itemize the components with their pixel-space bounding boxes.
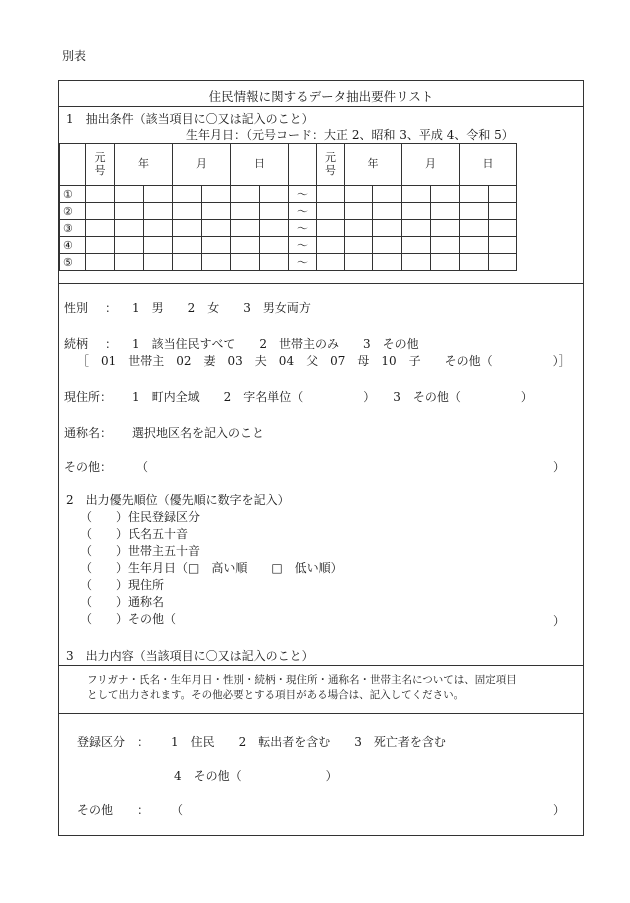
gender-label: 性別 — [64, 301, 89, 315]
date-cell[interactable] — [86, 220, 115, 237]
other-close-paren: ） — [553, 460, 566, 474]
date-cell[interactable] — [373, 237, 402, 254]
table-header-row — [60, 144, 517, 186]
date-cell[interactable] — [260, 220, 289, 237]
date-cell[interactable] — [115, 237, 144, 254]
birth-date-table — [59, 143, 517, 271]
date-cell[interactable] — [402, 203, 431, 220]
date-cell[interactable] — [489, 203, 517, 220]
date-cell[interactable] — [144, 186, 173, 203]
priority-other-close: ） — [553, 614, 566, 628]
date-cell[interactable] — [260, 203, 289, 220]
date-cell[interactable] — [231, 237, 260, 254]
section1-heading: 1 抽出条件（該当項目に〇又は記入のこと） — [66, 112, 314, 126]
output-note-line1: フリガナ・氏名・生年月日・性別・続柄・現住所・通称名・世帯主名については、固定項目 — [87, 674, 517, 686]
birth-date-line: 生年月日：（元号コード：大正 2、昭和 3、平成 4、令和 5） — [186, 128, 514, 142]
date-cell[interactable] — [345, 203, 373, 220]
relationship-detail: ［ 01 世帯主 02 妻 03 夫 04 父 07 母 10 子 その他（ ）］ — [77, 354, 571, 368]
date-cell[interactable] — [173, 254, 202, 271]
birth-date-row — [60, 220, 517, 237]
date-cell[interactable] — [86, 203, 115, 220]
priority-item: （ ）世帯主五十音 — [80, 544, 201, 558]
other-open-paren: （ — [136, 460, 149, 474]
date-cell[interactable] — [260, 254, 289, 271]
date-cell[interactable] — [431, 237, 460, 254]
gender-options: 1 男 2 女 3 男女両方 — [132, 301, 311, 315]
other-label: その他： — [64, 460, 113, 474]
row-number: ③ — [60, 220, 86, 237]
year-header: 年 — [115, 144, 173, 186]
date-cell[interactable] — [460, 254, 489, 271]
date-cell[interactable] — [402, 237, 431, 254]
date-cell[interactable] — [431, 254, 460, 271]
date-cell[interactable] — [115, 254, 144, 271]
date-cell[interactable] — [402, 186, 431, 203]
range-tilde: ～ — [289, 237, 317, 254]
date-cell[interactable] — [173, 203, 202, 220]
range-tilde: ～ — [289, 203, 317, 220]
date-cell[interactable] — [345, 254, 373, 271]
date-cell[interactable] — [144, 254, 173, 271]
era-header-end: 元 号 — [317, 144, 345, 186]
priority-item: （ ）氏名五十音 — [80, 527, 189, 541]
birth-date-row — [60, 237, 517, 254]
date-cell[interactable] — [373, 220, 402, 237]
date-cell[interactable] — [489, 254, 517, 271]
row-number: ① — [60, 186, 86, 203]
date-cell[interactable] — [202, 220, 231, 237]
date-cell[interactable] — [489, 186, 517, 203]
birth-date-row — [60, 203, 517, 220]
date-cell[interactable] — [345, 220, 373, 237]
row-number: ④ — [60, 237, 86, 254]
date-cell[interactable] — [231, 220, 260, 237]
common-name-label: 通称名： — [64, 426, 113, 440]
range-tilde: ～ — [289, 220, 317, 237]
relationship-label: 続柄 — [64, 337, 89, 351]
output-other-open: （ — [171, 803, 184, 817]
date-cell[interactable] — [260, 237, 289, 254]
day-header: 日 — [231, 144, 289, 186]
year-header-end: 年 — [345, 144, 402, 186]
date-cell[interactable] — [202, 254, 231, 271]
relationship-options: 1 該当住民すべて 2 世帯主のみ 3 その他 — [132, 337, 419, 351]
date-cell[interactable] — [317, 237, 345, 254]
date-cell[interactable] — [402, 220, 431, 237]
date-cell[interactable] — [317, 186, 345, 203]
row-number: ⑤ — [60, 254, 86, 271]
date-cell[interactable] — [373, 254, 402, 271]
date-cell[interactable] — [345, 186, 373, 203]
address-label: 現住所： — [64, 390, 113, 404]
date-cell[interactable] — [173, 237, 202, 254]
date-cell[interactable] — [460, 203, 489, 220]
priority-item: （ ）現住所 — [80, 578, 165, 592]
output-other-label: その他 ： — [77, 803, 150, 817]
note-divider — [59, 713, 583, 714]
month-header: 月 — [173, 144, 231, 186]
month-header-end: 月 — [402, 144, 460, 186]
date-cell[interactable] — [460, 220, 489, 237]
date-cell[interactable] — [460, 237, 489, 254]
date-cell[interactable] — [202, 203, 231, 220]
registration-label: 登録区分 ： — [77, 735, 150, 749]
date-cell[interactable] — [86, 186, 115, 203]
date-cell[interactable] — [231, 186, 260, 203]
date-cell[interactable] — [317, 203, 345, 220]
form-title: 住民情報に関するデータ抽出要件リスト — [208, 89, 434, 104]
date-cell[interactable] — [460, 186, 489, 203]
date-cell[interactable] — [202, 237, 231, 254]
common-name-text: 選択地区名を記入のこと — [132, 426, 265, 440]
registration-option4: 4 その他（ ） — [174, 769, 338, 783]
priority-item: （ ）生年月日（□ 高い順 □ 低い順） — [80, 561, 343, 575]
range-tilde: ～ — [289, 186, 317, 203]
era-header: 元 号 — [86, 144, 115, 186]
date-cell[interactable] — [115, 220, 144, 237]
date-cell[interactable] — [260, 186, 289, 203]
priority-item: （ ）通称名 — [80, 595, 165, 609]
date-cell[interactable] — [373, 186, 402, 203]
form-frame — [58, 80, 584, 836]
row-number: ② — [60, 203, 86, 220]
section2-heading: 2 出力優先順位（優先順に数字を記入） — [66, 493, 290, 507]
section3-divider — [59, 665, 583, 666]
output-note-line2: として出力されます。その他必要とする項目がある場合は、記入してください。 — [87, 689, 465, 701]
date-cell[interactable] — [402, 254, 431, 271]
section3-heading: 3 出力内容（当該項目に〇又は記入のこと） — [66, 649, 314, 663]
registration-options: 1 住民 2 転出者を含む 3 死亡者を含む — [171, 735, 446, 749]
date-cell[interactable] — [202, 186, 231, 203]
priority-item: （ ）その他（ — [80, 612, 177, 626]
date-cell[interactable] — [115, 186, 144, 203]
priority-item: （ ）住民登録区分 — [80, 510, 201, 524]
date-cell[interactable] — [86, 254, 115, 271]
date-cell[interactable] — [115, 203, 144, 220]
date-cell[interactable] — [431, 220, 460, 237]
date-cell[interactable] — [373, 203, 402, 220]
date-cell[interactable] — [231, 254, 260, 271]
day-header-end: 日 — [460, 144, 517, 186]
date-cell[interactable] — [144, 237, 173, 254]
date-cell[interactable] — [431, 203, 460, 220]
table-bottom-line — [59, 283, 583, 284]
date-cell[interactable] — [173, 186, 202, 203]
date-cell[interactable] — [345, 237, 373, 254]
date-cell[interactable] — [489, 220, 517, 237]
date-cell[interactable] — [144, 203, 173, 220]
date-cell[interactable] — [317, 254, 345, 271]
date-cell[interactable] — [144, 220, 173, 237]
range-tilde: ～ — [289, 254, 317, 271]
date-cell[interactable] — [317, 220, 345, 237]
date-cell[interactable] — [173, 220, 202, 237]
top-label: 別表 — [62, 49, 87, 63]
output-other-close: ） — [553, 803, 566, 817]
date-cell[interactable] — [231, 203, 260, 220]
date-cell[interactable] — [431, 186, 460, 203]
gender-sep: ： — [105, 301, 118, 315]
address-options: 1 町内全域 2 字名単位（ ） 3 その他（ ） — [132, 390, 533, 404]
date-cell[interactable] — [86, 237, 115, 254]
relationship-sep: ： — [105, 337, 118, 351]
birth-date-row — [60, 254, 517, 271]
title-divider — [59, 106, 583, 107]
date-cell[interactable] — [489, 237, 517, 254]
birth-date-row — [60, 186, 517, 203]
